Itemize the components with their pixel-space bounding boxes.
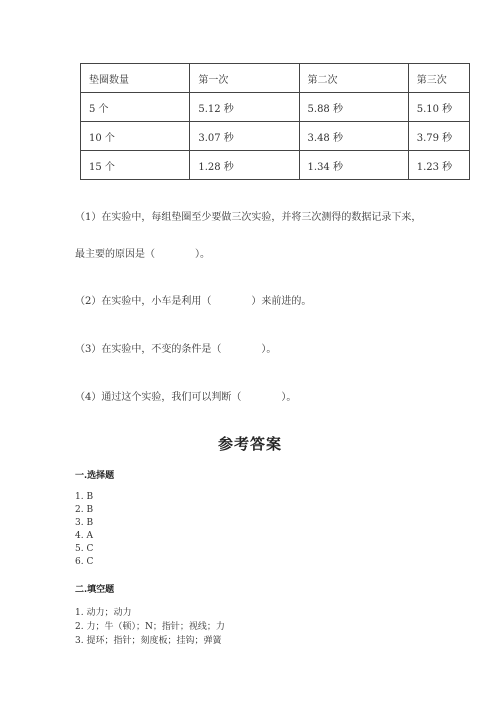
table-header-row xyxy=(81,64,470,93)
table-row xyxy=(81,151,470,180)
answer-item: 3. 提环；指针；刻度板；挂钩；弹簧 xyxy=(75,636,222,646)
table-cell: 5 个 xyxy=(81,93,190,122)
question-4: （4）通过这个实验，我们可以判断（ ）。 xyxy=(75,392,297,403)
answer-item: 1. B xyxy=(75,492,94,502)
table-cell: 3.48 秒 xyxy=(299,122,408,151)
table-cell: 1.34 秒 xyxy=(299,151,408,180)
section-1-title: 一.选择题 xyxy=(75,471,115,481)
table-cell: 15 个 xyxy=(81,151,190,180)
table-cell: 5.12 秒 xyxy=(190,93,299,122)
answer-item: 2. 力；牛（顿）；N；指针；视线；力 xyxy=(75,622,225,632)
answers-title: 参考答案 xyxy=(217,435,282,453)
table-cell: 10 个 xyxy=(81,122,190,151)
table-cell: 3.07 秒 xyxy=(190,122,299,151)
table-header-cell: 第二次 xyxy=(299,64,408,93)
experiment-data-table xyxy=(80,63,470,180)
table-row xyxy=(81,93,470,122)
answer-item: 2. B xyxy=(75,505,94,515)
table-header-cell: 垫圈数量 xyxy=(81,64,190,93)
question-3: （3）在实验中，不变的条件是（ ）。 xyxy=(75,344,277,355)
question-1-line-1: （1）在实验中，每组垫圈至少要做三次实验，并将三次测得的数据记录下来， xyxy=(75,212,422,223)
question-1-line-2: 最主要的原因是（ ）。 xyxy=(75,249,210,260)
table-cell: 5.10 秒 xyxy=(408,93,469,122)
table-cell: 3.79 秒 xyxy=(408,122,469,151)
table-cell: 1.28 秒 xyxy=(190,151,299,180)
table-cell: 1.23 秒 xyxy=(408,151,469,180)
table-cell: 5.88 秒 xyxy=(299,93,408,122)
answer-item: 6. C xyxy=(75,557,94,567)
question-2: （2）在实验中，小车是利用（ ）来前进的。 xyxy=(75,296,312,307)
section-2-title: 二.填空题 xyxy=(75,585,115,595)
table-row xyxy=(81,122,470,151)
answer-item: 3. B xyxy=(75,518,94,528)
answer-item: 1. 动力；动力 xyxy=(75,608,132,618)
answer-item: 5. C xyxy=(75,544,94,554)
answer-item: 4. A xyxy=(75,531,93,541)
table-header-cell: 第一次 xyxy=(190,64,299,93)
table-header-cell: 第三次 xyxy=(408,64,469,93)
